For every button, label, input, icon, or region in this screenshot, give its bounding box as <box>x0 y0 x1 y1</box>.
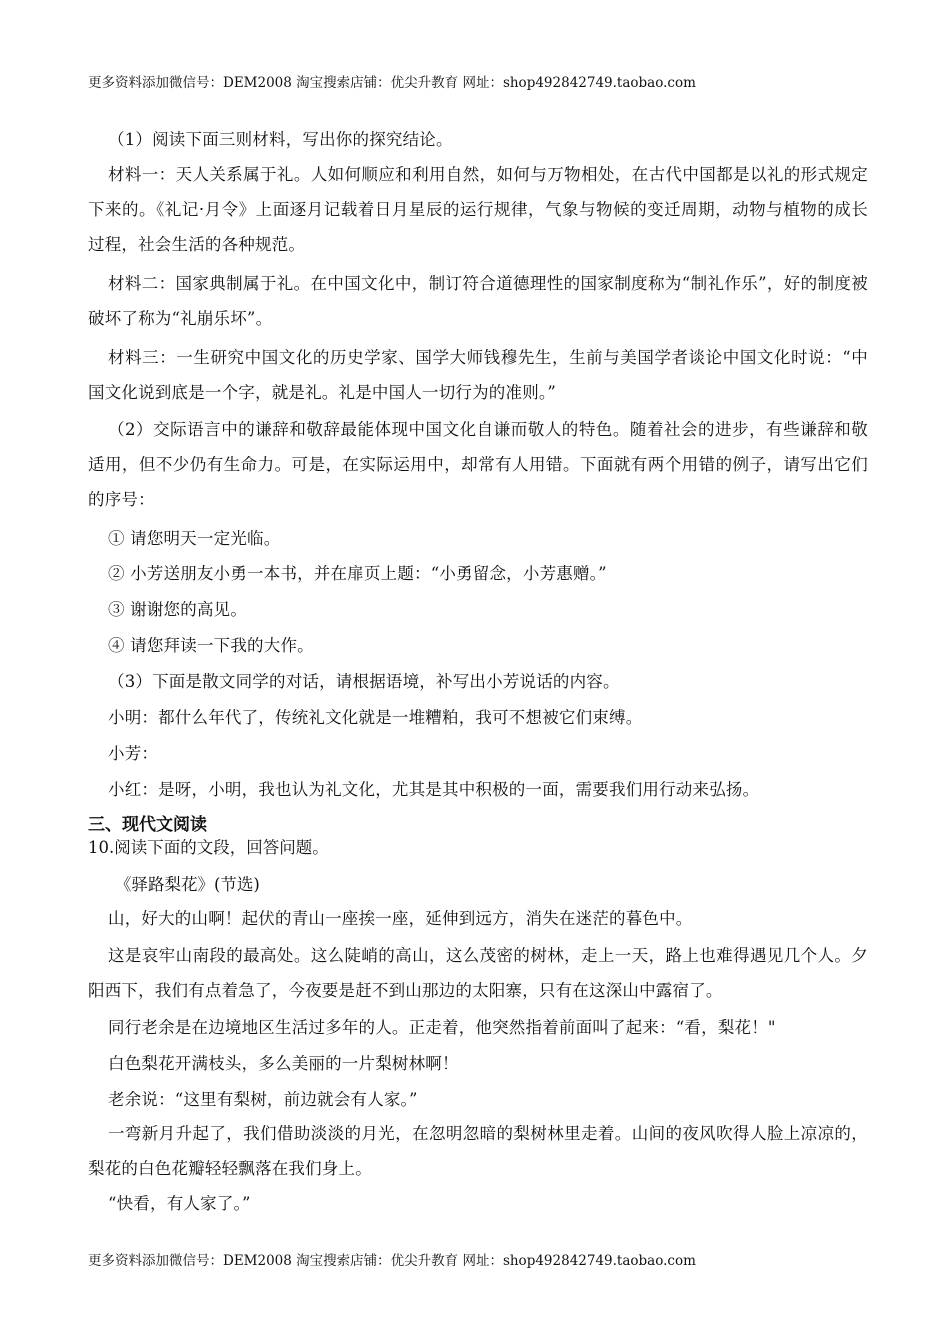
q2-intro: （2）交际语言中的谦辞和敬辞最能体现中国文化自谦而敬人的特色。随着社会的进步，有些谦辞和敬适用，但不少仍有生命力。可是，在实际运用中，却常有人用错。下面就有两个用错的例子，请写出它们的序号： <box>88 420 868 509</box>
passage-para-5: 老余说：“这里有梨树，前边就会有人家。” <box>108 1090 418 1109</box>
dialogue-xiaofang: 小芳： <box>108 744 159 763</box>
passage-para-4: 白色梨花开满枝头，多么美丽的一片梨树林啊！ <box>108 1054 459 1073</box>
q3-intro: （3）下面是散文同学的对话，请根据语境，补写出小芳说话的内容。 <box>108 672 620 691</box>
question-10: 10.阅读下面的文段，回答问题。 <box>88 838 329 857</box>
passage-para-7: “快看，有人家了。” <box>108 1194 251 1213</box>
passage-para-3: 同行老余是在边境地区生活过多年的人。正走着，他突然指着前面叫了起来：“看，梨花！" <box>108 1018 776 1037</box>
q2-item-2: ② 小芳送朋友小勇一本书，并在扉页上题：“小勇留念，小芳惠赠。” <box>108 564 607 583</box>
section-heading: 三、现代文阅读 <box>88 815 207 835</box>
material-1: 材料一：天人关系属于礼。人如何顺应和利用自然，如何与万物相处，在古代中国都是以礼的形式规定下来的。《礼记·月令》上面逐月记载着日月星辰的运行规律，气象与物候的变迁周期，动物与植物的成长过程，社会生活的各种规范。 <box>88 165 868 254</box>
passage-para-6: 一弯新月升起了，我们借助淡淡的月光，在忽明忽暗的梨树林里走着。山间的夜风吹得人脸上凉凉的，梨花的白色花瓣轻轻飘落在我们身上。 <box>88 1124 868 1178</box>
page-footer: 更多资料添加微信号：DEM2008 淘宝搜索店铺：优尖升教育 网址：shop492842749.taobao.com <box>88 1253 696 1269</box>
page-header: 更多资料添加微信号：DEM2008 淘宝搜索店铺：优尖升教育 网址：shop492842749.taobao.com <box>88 75 696 91</box>
q2-item-4: ④ 请您拜读一下我的大作。 <box>108 636 314 655</box>
q2-item-3: ③ 谢谢您的高见。 <box>108 600 248 619</box>
passage-para-2: 这是哀牢山南段的最高处。这么陡峭的高山，这么茂密的树林，走上一天，路上也难得遇见几个人。夕阳西下，我们有点着急了，今夜要是赶不到山那边的太阳寨，只有在这深山中露宿了。 <box>88 946 868 1000</box>
q2-item-1: ① 请您明天一定光临。 <box>108 529 281 548</box>
q1-intro: （1）阅读下面三则材料，写出你的探究结论。 <box>108 130 453 149</box>
passage-title: 《驿路梨花》(节选) <box>115 875 260 894</box>
passage-para-1: 山，好大的山啊！起伏的青山一座挨一座，延伸到远方，消失在迷茫的暮色中。 <box>108 909 693 928</box>
material-3: 材料三：一生研究中国文化的历史学家、国学大师钱穆先生，生前与美国学者谈论中国文化时说：“中国文化说到底是一个字，就是礼。礼是中国人一切行为的准则。” <box>88 348 868 402</box>
material-2: 材料二：国家典制属于礼。在中国文化中，制订符合道德理性的国家制度称为“制礼作乐”，好的制度被破坏了称为“礼崩乐坏”。 <box>88 274 868 328</box>
dialogue-xiaohong: 小红：是呀，小明，我也认为礼文化，尤其是其中积极的一面，需要我们用行动来弘扬。 <box>108 780 760 799</box>
dialogue-xiaoming: 小明：都什么年代了，传统礼文化就是一堆糟粕，我可不想被它们束缚。 <box>108 708 643 727</box>
